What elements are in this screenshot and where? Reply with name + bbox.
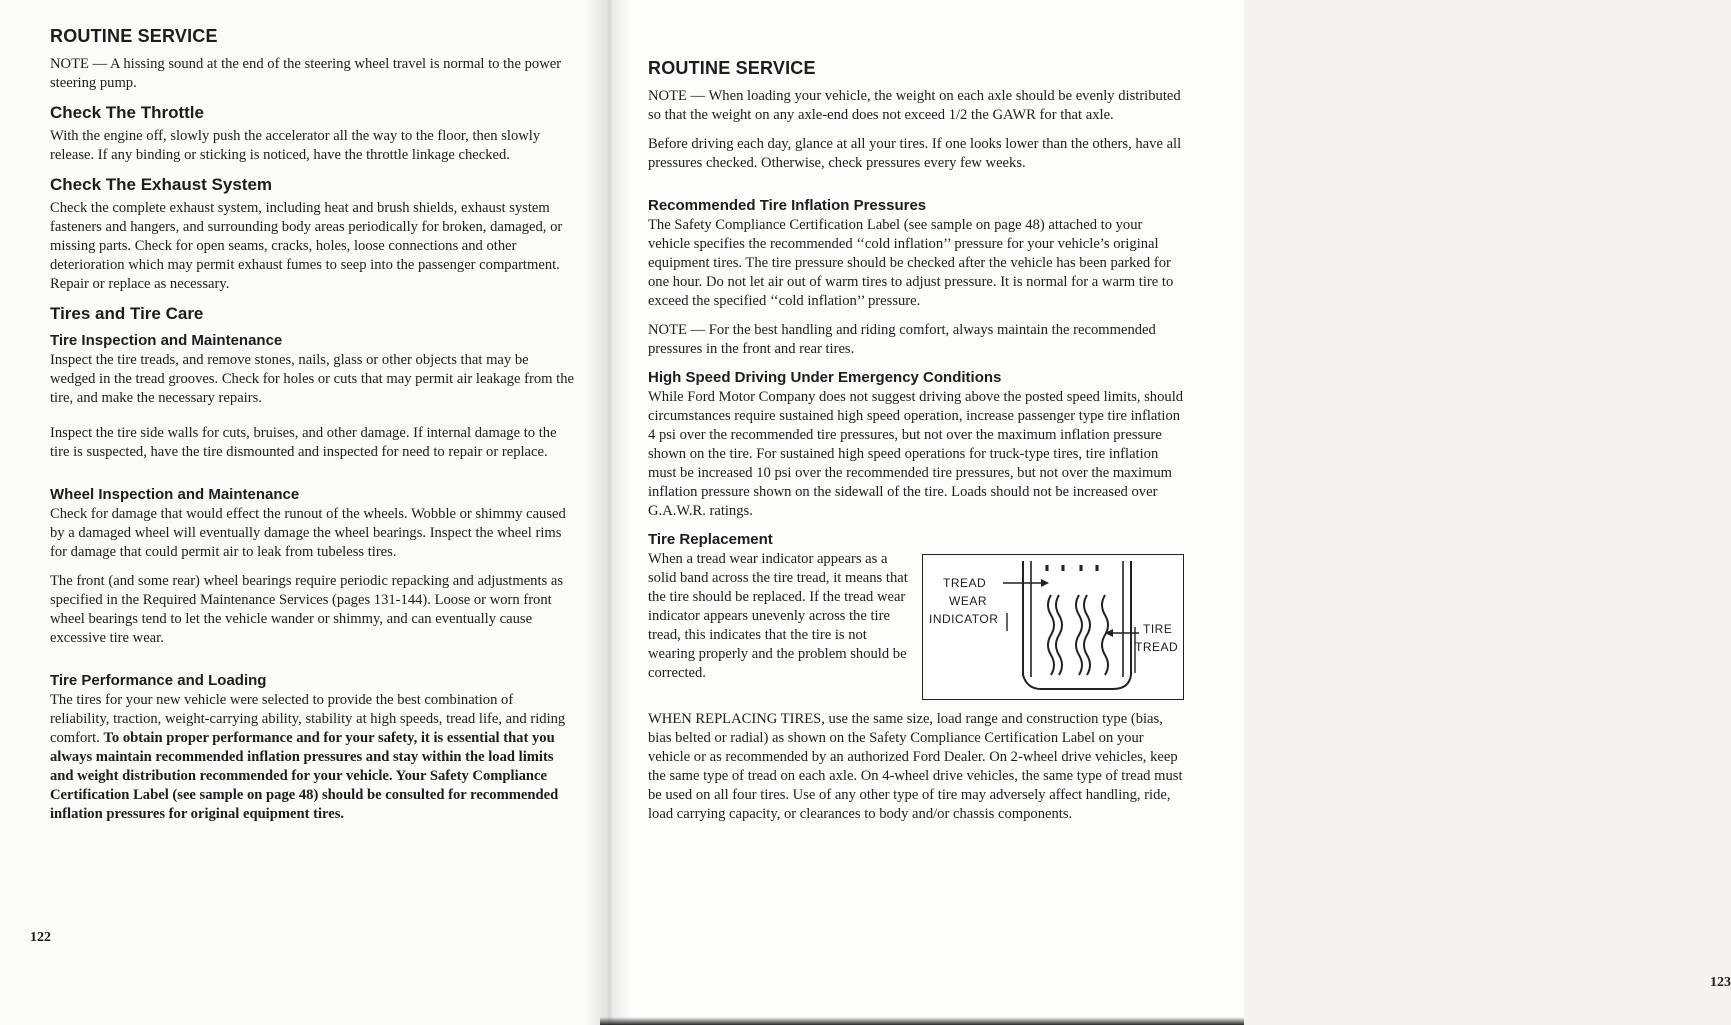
diagram-label-tread: TREAD [943, 576, 987, 590]
diagram-label-indicator: INDICATOR [929, 612, 999, 626]
wheel-inspection-p2: The front (and some rear) wheel bearings require periodic repacking and adjustments as specified in the Required Maintenance Services (pages 131-144). Loose or worn front wheel bearings tend to let the vehicle wander or shimmy, and can eventually cause excessive tire wear. [50, 573, 564, 646]
throttle-body: With the engine off, slowly push the accelerator all the way to the floor, then slowly release. If any binding or sticking is noticed, have the throttle linkage checked. [50, 128, 541, 163]
section-title: ROUTINE SERVICE [648, 58, 816, 78]
right-page [606, 0, 1731, 1025]
exhaust-heading: Check The Exhaust System [50, 175, 273, 194]
wheel-inspection-p1: Check for damage that would effect the runout of the wheels. Wobble or shimmy caused by a damaged wheel will eventually damage the wheel bearings. Inspect the wheel rims for damage that could permit air to leak from tubeless tires. [50, 506, 566, 560]
tire-replacement-p1: When a tread wear indicator appears as a solid band across the tire tread, it means that the tire should be replaced. If the tread wear indicator appears unevenly across the tire tread, this indicates that the tire is not wearing properly and the problem should be corrected. [648, 551, 908, 681]
replacing-tires-body: WHEN REPLACING TIRES, use the same size, load range and construction type (bias, bias belted or radial) as shown on the Safety Compliance Certification Label on your vehicle or as recommended by an authorized Ford Dealer. On 2-wheel drive vehicles, keep the same type of tread on each axle. On 4-wheel drive vehicles, the same type of tread must be used on all four tires. Use of any other type of tire may adversely affect handling, ride, load carrying capacity, or clearances to body and/or chassis components. [648, 711, 1183, 822]
throttle-heading: Check The Throttle [50, 103, 204, 122]
inflation-heading: Recommended Tire Inflation Pressures [648, 197, 927, 214]
tire-inspection-p1: Inspect the tire treads, and remove stones, nails, glass or other objects that may be wedged in the tread grooves. Check for holes or cuts that may permit air leakage from the tire, and make the necessary repairs. [50, 352, 574, 406]
tire-replacement-block [648, 550, 1184, 700]
daily-check: Before driving each day, glance at all your tires. If one looks lower than the others, have all pressures checked. Otherwise, check pressures every few weeks. [648, 136, 1182, 171]
diagram-label-tire-tread: TREAD [1135, 640, 1179, 654]
tire-inspection-heading: Tire Inspection and Maintenance [50, 332, 283, 349]
diagram-label-wear: WEAR [949, 594, 987, 608]
tire-inspection-p2: Inspect the tire side walls for cuts, bruises, and other damage. If internal damage to the tire is suspected, have the tire dismounted and inspected for need to repair or replace. [50, 425, 557, 460]
tread-wear-diagram [922, 554, 1184, 700]
diagram-label-tire: TIRE [1143, 622, 1173, 636]
high-speed-heading: High Speed Driving Under Emergency Conditions [648, 369, 1002, 386]
section-title: ROUTINE SERVICE [50, 26, 218, 46]
inflation-note: NOTE — For the best handling and riding comfort, always maintain the recommended pressures in the front and rear tires. [648, 322, 1156, 357]
high-speed-body: While Ford Motor Company does not suggest driving above the posted speed limits, should circumstances require sustained high speed operation, increase passenger type tire inflation 4 psi over the recommended tire pressures, but not over the maximum inflation pressure shown on the tire. For sustained high speed operations for truck-type tires, tire inflation must be increased 10 psi over the recommended tire pressures, but not over the maximum inflation pressure shown on the sidewall of the tire. Loads should not be increased over G.A.W.R. ratings. [648, 389, 1184, 519]
exhaust-body: Check the complete exhaust system, including heat and brush shields, exhaust system fasteners and hangers, and surrounding body areas periodically for broken, damaged, or missing parts. Check for open seams, cracks, holes, loose connections and other deterioration which may permit exhaust fumes to seep into the passenger compartment. Repair or replace as necessary. [50, 200, 563, 292]
tire-performance-p1: The tires for your new vehicle were selected to provide the best combination of reliability, traction, weight-carrying ability, stability at high speeds, tread life, and riding comfort. To obtain proper performance and for your safety, it is essential that you always maintain recommended inflation pressures and stay within the load limits and weight distribution recommended for your vehicle. Your Safety Compliance Certification Label (see sample on page 48) should be consulted for recommended inflation pressures for original equipment tires. [50, 692, 566, 822]
steering-note: NOTE — A hissing sound at the end of the steering wheel travel is normal to the power steering pump. [50, 56, 562, 91]
tire-replacement-heading: Tire Replacement [648, 531, 773, 548]
loading-note: NOTE — When loading your vehicle, the weight on each axle should be evenly distributed so that the weight on any axle-end does not exceed 1/2 the GAWR for that axle. [648, 88, 1181, 123]
tire-performance-heading: Tire Performance and Loading [50, 672, 267, 689]
inflation-body: The Safety Compliance Certification Label (see sample on page 48) attached to your vehicle specifies the recommended ‘‘cold inflation’’ pressure for your vehicle’s original equipment tires. The tire pressure should be checked after the vehicle has been parked for one hour. Do not let air out of warm tires to adjust pressure. It is normal for a warm tire to exceed the specified ‘‘cold inflation’’ pressure. [648, 217, 1174, 309]
page-edge-shadow [600, 1017, 1244, 1025]
tires-heading: Tires and Tire Care [50, 304, 204, 323]
page-number-left: 122 [30, 930, 51, 945]
page-number-right: 123 [1710, 975, 1731, 990]
left-page [0, 0, 606, 1025]
wheel-inspection-heading: Wheel Inspection and Maintenance [50, 486, 300, 503]
